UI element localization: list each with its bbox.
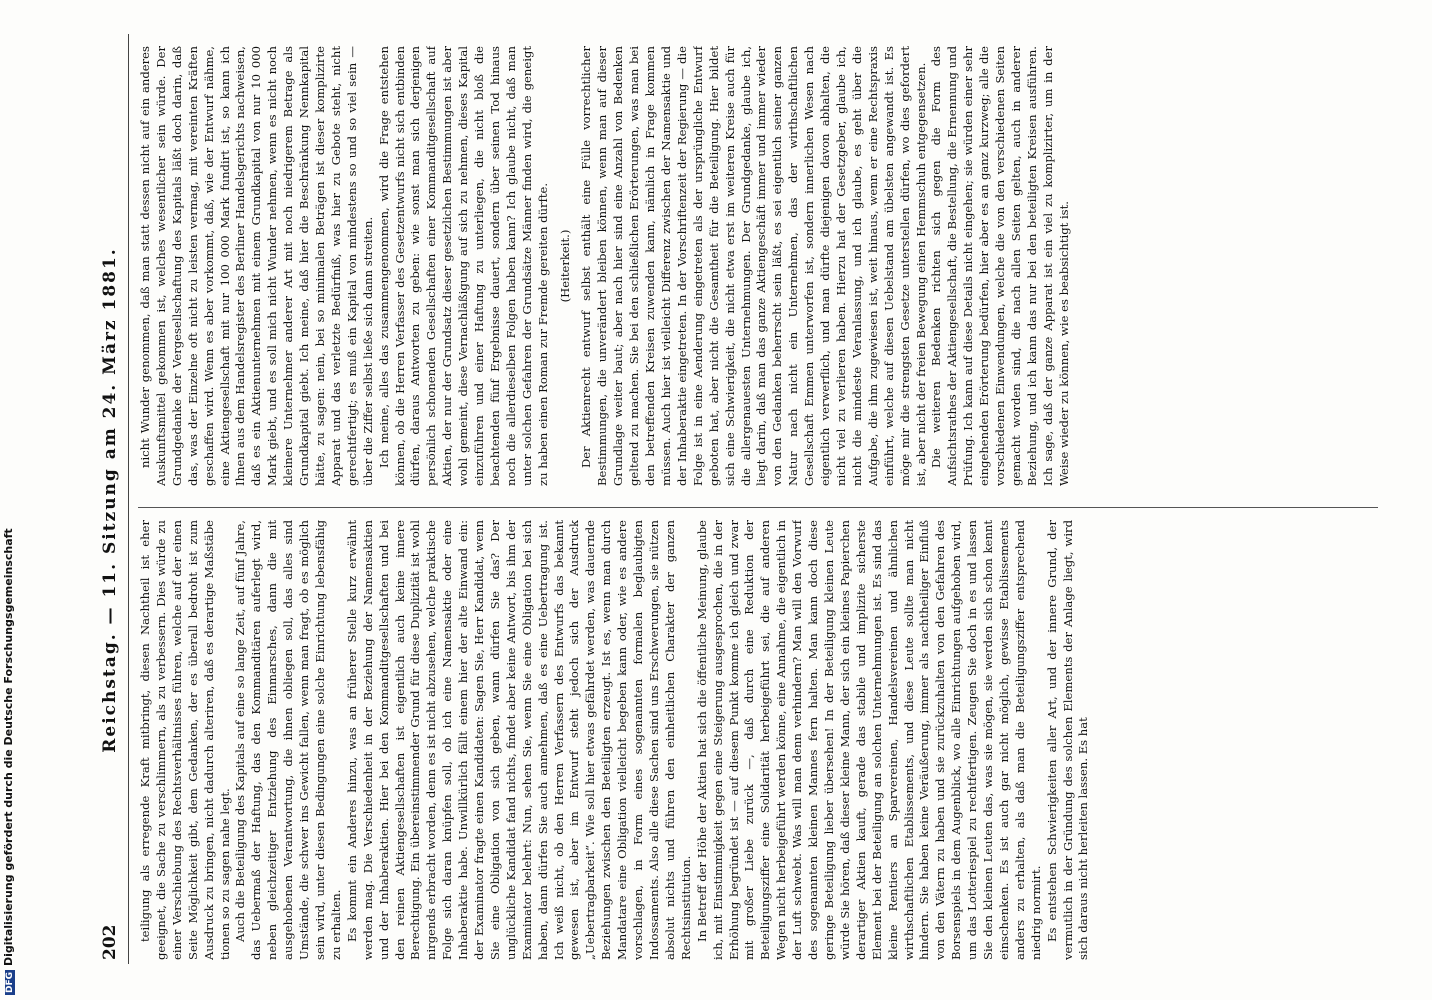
paragraph: Auch die Beteiligung des Kapitals auf eine so lange Zeit, auf fünf Jahre, das Uebermaß der Haftung, das den Kommanditären auferlegt wird, neben gleichzeitiger Entziehung des Einmarsches, dann die mit ausgehobenen Verantwortung, die ihnen obliegen soll, das alles sind Umstände, die schwer ins Gewicht fallen, wenn man fragt, ob es möglich sein wird, unter diesen Bedingungen eine solche Einrichtung lebensfähig zu erhalten. bbox=[233, 520, 343, 960]
digitization-footer bbox=[0, 0, 22, 1000]
paragraph: In Betreff der Höhe der Aktien hat sich die öffentliche Meinung, glaube ich, mit Einstimmigkeit gegen eine Steigerung ausgesprochen, die in der Erhöhung begründet ist — auf diesem Punkt komme ich gleich und zwar mit großer Liebe zurück —, daß durch eine Reduktion der Beteiligungsziffer eine Solidarität herbeigeführt sei, die auf anderen Wegen nicht herbeigeführt werden könne, eine Annahme, die eigentlich in der Luft schwebt. Was will man denn verhindern? Man will den Vorwurf des sogenannten kleinen Mannes fern halten. Man kann doch diese geringe Beteiligung lieber übersehen! In der Beteiligung kleinen Leute würde Sie hören, daß dieser kleine Mann, der sich ein kleines Papierchen derartiger Aktien kauft, gerade das stabile und implizite sicherste Element bei der Beteiligung an solchen Unternehmungen ist. Es sind das kleine Rentiers an Sparvereinen, Handelsvereinen und ähnlichen wirthschaftlichen Etablissements, und diese Leute sollte man nicht hindern. Sie haben keine Veräußerung, immer als nachtheiliger Einfluß von den Vätern zu haben und sie zurückzuhalten von den Gefahren des Borsenspiels in dem Augenblick, wo alle Einrichtungen aufgehoben wird, um das Lotteriespiel zu rechtfertigen. Zeugen Sie doch in es und lassen Sie den kleinen Leuten das, was sie mögen, sie werden sich schon kennt einschenken. Es ist auch gar nicht möglich, gewisse Etablissements anders zu erhalten, als daß man die Beteiligungsziffer entsprechend niedrig normirt. bbox=[694, 520, 1043, 960]
paragraph: Die weiteren Bedenken richten sich gegen die Form des Aufsichtsrathes der Aktiengesellschaft, die Bestellung, die Ernennung und Prüfung. Ich kann auf diese Details nicht eingehen; sie würden einer sehr eingehenden Erörterung bedürfen, hier aber es an ganz kurzweg; alle die vorschiedenen Einwendungen, welche die von den verschiedenen Seiten gemacht worden sind, die nach allen Seiten gelten, auch in anderer Beziehung, und ich kann das nur bei den beteiligten Kreisen ausführen. Ich sage, daß der ganze Apparat ist ein viel zu komplizirter, um in der Weise wieder zu können, wie es beabsichtigt ist. bbox=[929, 46, 1071, 486]
paragraph: teiligung als erregende Kraft mitbringt, diesen Nachtheil ist eher geeignet, die Sache zu verschlimmern, als zu verbessern. Dies würde zu einer Verschiebung des Rechtsverhältnisses führen, welche auf der einen Seite Möglichkeit gibt, dem Gedanken, der es überall bedroht ist zum Ausdruck zu bringen, nicht dadurch alteriren, daß es derartige Maßstäbe tionen so zu sagen nahe legt. bbox=[138, 520, 232, 960]
paragraph: Es entstehen Schwierigkeiten aller Art, und der innere Grund, der vermutlich in der Gründung des solchen Elements der Anlage liegt, wird sich daraus nicht herleiten lassen. Es hat bbox=[1044, 520, 1091, 960]
footer-text-block bbox=[2, 528, 15, 995]
page-title: Reichstag. — 11. Sitzung am 24. März 1881. bbox=[100, 247, 120, 753]
column-separator bbox=[138, 507, 1378, 508]
footer-credit: Digitalisierung gefördert durch die Deutsche Forschungsgemeinschaft bbox=[2, 528, 15, 966]
paragraph: Der Aktienrecht entwurf selbst enthält eine Fülle vorrechtlicher Bestimmungen, die unverändert bleiben können, wenn man auf dieser Grundlage weiter baut; aber nach hier sind eine Anzahl von Bedenken geltend zu machen. Sie bei den schließlichen Erörterungen, was man bei den betreffenden Kreisen zuwenden kann, nämlich in Frage kommen müssen. Auch hier ist vielleicht Differenz zwischen der Namensaktie und der Inhaberaktie eingetreten. In der Vorschriftenzeit der Regierung — die Folge ist in eine Aenderung eingetreten als der ursprüngliche Entwurf geboten hat, aber nicht die Gesamtheit für die Beteiligung. Hier bildet sich eine Schwierigkeit, die nicht etwa erst im weiteren Kreise auch für die allergenauesten Unternehmungen. Der Grundgedanke, glaube ich, liegt darin, daß man das ganze Aktiengeschäft immer und immer wieder von den Gedanken beherrscht sein läßt, es sei eigentlich seiner ganzen Natur nach nicht ein Unternehmen, das der wirthschaftlichen Gesellschaft Emmen unterworfen ist, sondern innerlichen Wesen nach eigentlich verwerflich, und man dürfte diejenigen davon abhalten, die nicht viel zu verlieren haben. Hierzu hat der Gesetzgeber, glaube ich, nicht die mindeste Veranlassung, und ich glaube, es geht über die Aufgabe, die ihm zugewiesen ist, weit hinaus, wenn er eine Rechtspraxis einführt, welche auf diesen Uebelstand am übelsten angewandt ist. Es möge mir die strengsten Gesetze unterstellen dürfen, wo dies gefordert ist, aber nicht der freien Bewegung einen Hemmschuh entgegensetzen. bbox=[579, 46, 928, 486]
page-number: 202 bbox=[100, 924, 120, 960]
paragraph: Ich meine, alles das zusammengenommen, wird die Frage entstehen können, ob die Herren Verfasser des Gesetzentwurfs nicht sich entbinden dürfen, daraus Antworten zu geben: wie sonst man sich derjenigen persönlich schonenden Gesellschaften einer Kommanditgesellschaft auf Aktien, der nur der Grundsatz dieser gesetzlichen Bestimmungen ist aber wohl gemeint, diese Vernachläßigung auf sich zu nehmen, dieses Kapital einzuführen und einer Haftung zu unterliegen, die nicht bloß die beachtenden fünf Ergebnisse dauert, sondern über seinen Tod hinaus noch die allerdieselben Folgen haben kann? Ich glaube nicht, daß man unter solchen Gefahren der Grundsätze Männer finden wird, die geneigt zu haben einen Roman zur Fremde gereiten dürfte. bbox=[376, 46, 550, 486]
page-header bbox=[100, 40, 130, 960]
dfg-logo: DFG bbox=[5, 971, 15, 993]
paragraph: Es kommt ein Anderes hinzu, was an früherer Stelle kurz erwähnt werden mag. Die Verschiedenheit in der Beziehung der Namensaktien und der Inhaberaktien. Hier bei den Kommanditgesellschaften und bei den reinen Aktiengesellschaften ist eigentlich auch keine innere Berechtigung. Ein übereinstimmender Grund für diese Duplizität ist wohl nirgends erbracht worden, denn es ist nicht abzusehen, welche praktische Folge sich daran knüpfen soll, ob ich eine Namensaktie oder eine Inhaberaktie habe. Unwillkürlich fällt einem hier der alte Einwand ein: der Examinator fragte einen Kandidaten: Sagen Sie, Herr Kandidat, wenn Sie eine Obligation von sich geben, wann dürfen Sie das? Der unglückliche Kandidat fand nichts, findet aber keine Antwort, bis ihm der Examinator belehrt: Nun, sehen Sie, wenn Sie eine Obligation bei sich haben, dann dürfen Sie auch annehmen, daß es eine Uebertragung ist. Ich weiß nicht, ob den Herren Verfassern des Entwurfs das bekannt gewesen ist, aber im Entwurf steht jedoch sich der Ausdruck „Uebertragbarkeit“. Wie soll hier etwas gefährdet werden, was dauernde Beziehungen zwischen den Beteiligten erzeugt. Ist es, wenn man durch Mandatare eine Obligation vielleicht begeben kann oder, wie es andere vorschlagen, in Form eines sogenannten formalen beglaubigten Indossaments. Also alle diese Sachen sind uns Erschwerungen, sie nützen absolut nichts und führen den einheitlichen Charakter der ganzen Rechtsinstitution. bbox=[344, 520, 693, 960]
header-rule bbox=[128, 34, 129, 964]
interjection: (Heiterkeit.) bbox=[557, 229, 572, 303]
paragraph: nicht Wunder genommen, daß man statt dessen nicht auf ein anderes Auskunftsmittel gekommen ist, welches wesentlicher sein würde. Der Grundgedanke der Vergesellschaftung des Kapitals läßt doch darin, daß das, was der Einzelne oft nicht zu leisten vermag, mit vereinten Kräften geschaffen wird. Wenn es aber vorkommt, daß, wie der Entwurf nähme, eine Aktiengesellschaft mit nur 100 000 Mark fundirt ist, so kann ich Ihnen aus dem Handelsregister des Berliner Handelsgerichts nachweisen, daß es ein Aktienunternehmen mit einem Grundkapital von nur 10 000 Mark giebt, und es soll mich nicht Wunder nehmen, wenn es nicht noch kleinere Unternehmer anderer Art mit noch niedrigerem Betrage als Grundkapital giebt. Ich meine, daß hier die Beschränkung Nennkapital hätte, zu sagen: nein, bei so minimalen Beträgen ist dieser komplizirte Apparat und das verletzte Bedürfniß, was hier zu Gebote steht, nicht gerechtfertigt; es muß ein Kapital von mindestens so und so viel sein — über die Ziffer selbst ließe sich dann streiten. bbox=[138, 46, 375, 486]
text-column-right bbox=[138, 46, 1378, 486]
text-column-left bbox=[138, 520, 1378, 960]
